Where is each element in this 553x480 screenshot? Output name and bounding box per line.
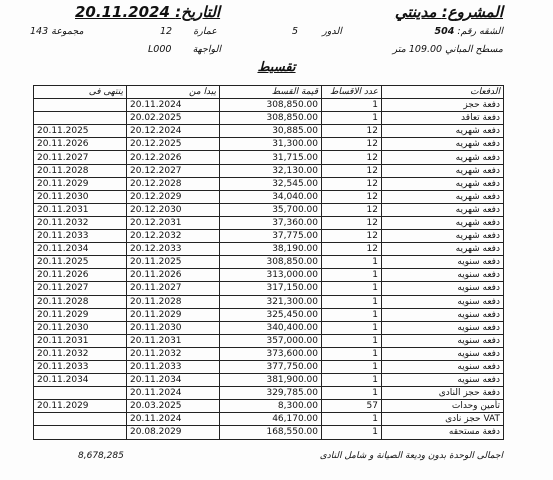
total-label: اجمالى الوحدة بدون وديعة الصيانة و شامل النادى	[319, 451, 503, 461]
cell-name: تأمين وحدات	[382, 400, 504, 413]
cell-start: 20.11.2024	[127, 413, 220, 426]
table-row	[34, 164, 504, 177]
table-header-row	[34, 86, 504, 99]
cell-name: دفعه شهريه	[382, 138, 504, 151]
cell-name: VAT حجز نادى	[382, 413, 504, 426]
cell-count: 1	[322, 282, 382, 295]
cell-count: 12	[322, 151, 382, 164]
cell-name: دفعه شهريه	[382, 190, 504, 203]
cell-start: 20.12.2026	[127, 151, 220, 164]
cell-amount: 31,300.00	[220, 138, 322, 151]
cell-end: 20.11.2032	[34, 216, 127, 229]
cell-start: 20.11.2024	[127, 99, 220, 112]
table-row	[34, 112, 504, 125]
cell-start: 20.11.2028	[127, 295, 220, 308]
cell-name: دفعه سنويه	[382, 269, 504, 282]
header-amount: قيمة القسط	[220, 86, 322, 99]
building-label: عمارة	[193, 26, 217, 37]
area-info	[393, 44, 503, 55]
cell-name: دفعه سنويه	[382, 334, 504, 347]
cell-amount: 357,000.00	[220, 334, 322, 347]
total-value: 8,678,285	[78, 451, 124, 461]
table-row	[34, 334, 504, 347]
cell-count: 12	[322, 216, 382, 229]
cell-start: 20.11.2026	[127, 269, 220, 282]
cell-amount: 32,545.00	[220, 177, 322, 190]
cell-start: 20.03.2025	[127, 400, 220, 413]
cell-amount: 377,750.00	[220, 360, 322, 373]
cell-end: 20.11.2025	[34, 256, 127, 269]
table-row	[34, 387, 504, 400]
cell-start: 20.12.2025	[127, 138, 220, 151]
building-number: 12	[160, 26, 173, 37]
cell-end	[34, 112, 127, 125]
cell-count: 1	[322, 256, 382, 269]
table-row	[34, 347, 504, 360]
cell-name: دفعه سنويه	[382, 295, 504, 308]
cell-start: 20.11.2029	[127, 308, 220, 321]
table-row	[34, 308, 504, 321]
table-row	[34, 125, 504, 138]
area-value: 109.00	[408, 44, 443, 55]
cell-amount: 340,400.00	[220, 321, 322, 334]
header-count: عدد الاقساط	[322, 86, 382, 99]
cell-count: 1	[322, 426, 382, 439]
cell-count: 12	[322, 125, 382, 138]
cell-name: دفعه شهريه	[382, 203, 504, 216]
group-label: مجموعة	[51, 26, 84, 37]
cell-start: 20.11.2024	[127, 387, 220, 400]
cell-end: 20.11.2032	[34, 347, 127, 360]
cell-amount: 325,450.00	[220, 308, 322, 321]
cell-count: 1	[322, 99, 382, 112]
cell-amount: 308,850.00	[220, 99, 322, 112]
cell-start: 20.11.2031	[127, 334, 220, 347]
cell-name: دفعه سنويه	[382, 282, 504, 295]
cell-end: 20.11.2028	[34, 164, 127, 177]
cell-end: 20.11.2027	[34, 282, 127, 295]
cell-start: 20.11.2032	[127, 347, 220, 360]
cell-name: دفعة مستحقه	[382, 426, 504, 439]
cell-name: دفعه سنويه	[382, 374, 504, 387]
cell-start: 20.12.2033	[127, 243, 220, 256]
table-row	[34, 151, 504, 164]
cell-name: دفعه سنويه	[382, 347, 504, 360]
table-row	[34, 269, 504, 282]
cell-start: 20.12.2031	[127, 216, 220, 229]
cell-name: دفعه شهريه	[382, 125, 504, 138]
cell-start: 20.11.2027	[127, 282, 220, 295]
cell-start: 20.02.2025	[127, 112, 220, 125]
cell-end: 20.11.2033	[34, 360, 127, 373]
facade-info	[148, 44, 221, 55]
date-value: 20.11.2024	[75, 3, 170, 21]
cell-amount: 37,360.00	[220, 216, 322, 229]
table-row	[34, 243, 504, 256]
cell-start: 20.12.2032	[127, 230, 220, 243]
cell-count: 1	[322, 374, 382, 387]
building-info	[160, 26, 217, 37]
group-number: 143	[30, 26, 49, 37]
cell-end	[34, 426, 127, 439]
cell-count: 12	[322, 230, 382, 243]
cell-amount: 313,000.00	[220, 269, 322, 282]
cell-amount: 381,900.00	[220, 374, 322, 387]
cell-name: دفعه شهريه	[382, 216, 504, 229]
cell-count: 12	[322, 164, 382, 177]
cell-count: 57	[322, 400, 382, 413]
table-row	[34, 413, 504, 426]
cell-count: 1	[322, 269, 382, 282]
header-name: الدفعات	[382, 86, 504, 99]
cell-name: دفعه سنويه	[382, 308, 504, 321]
payment-schedule-table	[33, 85, 504, 440]
cell-amount: 34,040.00	[220, 190, 322, 203]
cell-start: 20.12.2028	[127, 177, 220, 190]
project-label: المشروع:	[441, 3, 503, 21]
date-heading	[75, 3, 220, 21]
cell-name: دفعة تعاقد	[382, 112, 504, 125]
unit-number: 504	[434, 26, 455, 37]
cell-amount: 329,785.00	[220, 387, 322, 400]
cell-name: دفعه سنويه	[382, 360, 504, 373]
floor-label: الدور	[322, 26, 342, 37]
cell-start: 20.11.2034	[127, 374, 220, 387]
cell-start: 20.11.2025	[127, 256, 220, 269]
header-start: يبدا من	[127, 86, 220, 99]
cell-count: 1	[322, 347, 382, 360]
cell-amount: 35,700.00	[220, 203, 322, 216]
unit-info	[435, 26, 503, 37]
cell-amount: 308,850.00	[220, 256, 322, 269]
cell-end: 20.11.2031	[34, 334, 127, 347]
cell-end: 20.11.2029	[34, 308, 127, 321]
group-info	[30, 26, 84, 37]
cell-start: 20.11.2033	[127, 360, 220, 373]
cell-end: 20.11.2034	[34, 374, 127, 387]
cell-end: 20.11.2030	[34, 190, 127, 203]
cell-end	[34, 413, 127, 426]
cell-start: 20.12.2029	[127, 190, 220, 203]
cell-end: 20.11.2026	[34, 269, 127, 282]
cell-amount: 321,300.00	[220, 295, 322, 308]
cell-end: 20.11.2025	[34, 125, 127, 138]
cell-name: دفعة حجز	[382, 99, 504, 112]
cell-end: 20.11.2028	[34, 295, 127, 308]
section-title: تقسيط	[257, 60, 296, 75]
cell-name: دفعه شهريه	[382, 243, 504, 256]
cell-count: 1	[322, 112, 382, 125]
cell-name: دفعه سنويه	[382, 321, 504, 334]
cell-start: 20.12.2027	[127, 164, 220, 177]
cell-amount: 46,170.00	[220, 413, 322, 426]
cell-count: 12	[322, 138, 382, 151]
cell-end: 20.11.2031	[34, 203, 127, 216]
cell-count: 1	[322, 321, 382, 334]
cell-start: 20.11.2030	[127, 321, 220, 334]
cell-start: 20.08.2029	[127, 426, 220, 439]
cell-end: 20.11.2030	[34, 321, 127, 334]
table-row	[34, 190, 504, 203]
cell-count: 12	[322, 177, 382, 190]
cell-end: 20.11.2029	[34, 177, 127, 190]
table-row	[34, 374, 504, 387]
cell-end	[34, 99, 127, 112]
cell-end: 20.11.2034	[34, 243, 127, 256]
floor-info	[292, 26, 342, 37]
table-row	[34, 321, 504, 334]
project-name: مدينتي	[394, 3, 437, 21]
table-row	[34, 360, 504, 373]
cell-end: 20.11.2029	[34, 400, 127, 413]
floor-number: 5	[292, 26, 299, 37]
table-row	[34, 295, 504, 308]
cell-count: 12	[322, 203, 382, 216]
table-row	[34, 216, 504, 229]
header-end: ينتهى فى	[34, 86, 127, 99]
cell-count: 12	[322, 190, 382, 203]
cell-name: دفعه سنويه	[382, 256, 504, 269]
cell-amount: 32,130.00	[220, 164, 322, 177]
table-row	[34, 138, 504, 151]
table-row	[34, 400, 504, 413]
project-heading	[395, 3, 503, 21]
table-row	[34, 230, 504, 243]
cell-amount: 373,600.00	[220, 347, 322, 360]
cell-name: دفعه شهريه	[382, 177, 504, 190]
table-row	[34, 99, 504, 112]
cell-count: 1	[322, 295, 382, 308]
cell-count: 1	[322, 387, 382, 400]
cell-name: دفعة حجز النادى	[382, 387, 504, 400]
cell-count: 1	[322, 360, 382, 373]
cell-amount: 38,190.00	[220, 243, 322, 256]
cell-count: 1	[322, 334, 382, 347]
cell-count: 12	[322, 243, 382, 256]
table-row	[34, 282, 504, 295]
cell-end: 20.11.2033	[34, 230, 127, 243]
cell-amount: 168,550.00	[220, 426, 322, 439]
cell-name: دفعه شهريه	[382, 164, 504, 177]
cell-amount: 317,150.00	[220, 282, 322, 295]
table-row	[34, 203, 504, 216]
cell-amount: 8,300.00	[220, 400, 322, 413]
cell-name: دفعه شهريه	[382, 151, 504, 164]
cell-end	[34, 387, 127, 400]
cell-amount: 31,715.00	[220, 151, 322, 164]
area-label: مسطح المباني	[445, 44, 503, 55]
cell-amount: 30,885.00	[220, 125, 322, 138]
facade-value: L000	[148, 44, 172, 55]
table-row	[34, 177, 504, 190]
table-row	[34, 426, 504, 439]
cell-name: دفعه شهريه	[382, 230, 504, 243]
cell-start: 20.12.2024	[127, 125, 220, 138]
facade-label: الواجهة	[192, 44, 222, 55]
cell-end: 20.11.2027	[34, 151, 127, 164]
cell-count: 1	[322, 413, 382, 426]
unit-label: الشقه رقم:	[457, 26, 503, 37]
area-unit: متر	[392, 44, 406, 55]
cell-amount: 37,775.00	[220, 230, 322, 243]
cell-count: 1	[322, 308, 382, 321]
cell-start: 20.12.2030	[127, 203, 220, 216]
date-label: التاريخ:	[175, 3, 221, 21]
table-row	[34, 256, 504, 269]
cell-end: 20.11.2026	[34, 138, 127, 151]
cell-amount: 308,850.00	[220, 112, 322, 125]
